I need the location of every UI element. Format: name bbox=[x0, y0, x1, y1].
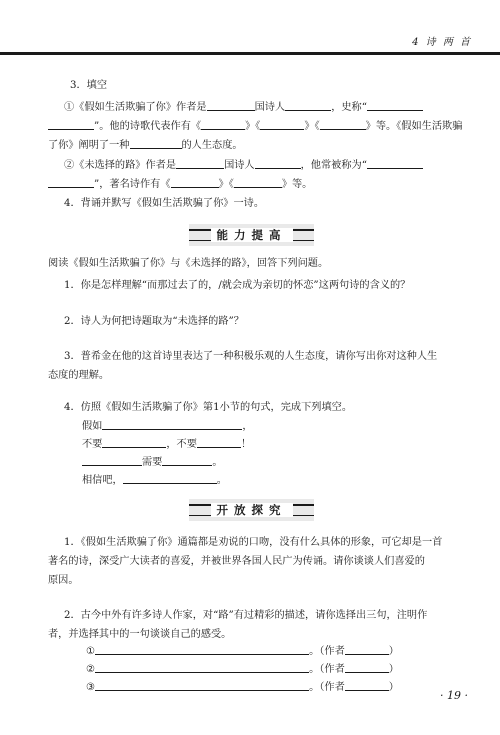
imitation-line-2: 不要 ，不要 ！ bbox=[82, 439, 252, 450]
q4-recite: 4．背诵并默写《假如生活欺骗了你》一诗。 bbox=[64, 198, 265, 209]
question-3-1-line3: 原因。 bbox=[48, 575, 79, 586]
banner-ability-label: 能力提高 bbox=[211, 228, 293, 242]
question-3-2-line2: 者，并选择其中的一句谈谈自己的感受。 bbox=[48, 629, 232, 640]
imitation-line-3: 需要 。 bbox=[82, 455, 223, 470]
fill-line-1-1: ①《假如生活欺骗了你》作者是 国诗人 ，史称“ bbox=[64, 100, 423, 115]
section-banner-open bbox=[189, 499, 314, 521]
q3-label: 3．填空 bbox=[70, 80, 108, 91]
question-3-2-line1: 2．古今中外有许多诗人作家，对“路”有过精彩的描述，请你选择出三句，注明作 bbox=[64, 610, 428, 621]
banner-open-label: 开放探究 bbox=[211, 503, 293, 517]
question-2-3-line2: 态度的理解。 bbox=[48, 370, 110, 381]
reading-intro: 阅读《假如生活欺骗了你》与《未选择的路》，回答下列问题。 bbox=[48, 258, 329, 269]
section-banner-ability bbox=[189, 224, 314, 246]
chapter-title: 4 诗 两 首 bbox=[412, 37, 472, 48]
imitation-line-4: 相信吧， 。 bbox=[82, 475, 227, 486]
header-rule bbox=[0, 52, 500, 55]
question-2-4: 4．仿照《假如生活欺骗了你》第1小节的句式，完成下列填空。 bbox=[64, 402, 353, 413]
page-number: · 19 · bbox=[440, 689, 468, 702]
answer-line-3: ③ 。（作者 ） bbox=[86, 682, 399, 693]
fill-line-2-2: ”，著名诗作有《 》《 》等。 bbox=[48, 177, 312, 192]
question-3-1-line2: 著名的诗，深受广大读者的喜爱，并被世界各国人民广为传诵。请你谈谈人们喜爱的 bbox=[48, 556, 425, 567]
answer-line-1: ① 。（作者 ） bbox=[86, 646, 399, 657]
fill-line-1-3: 了你》阐明了一种 的人生态度。 bbox=[48, 140, 243, 151]
imitation-line-1: 假如 ， bbox=[82, 421, 253, 432]
fill-line-1-2: ”。他的诗歌代表作有《 》《 》《 》等。《假如生活欺骗 bbox=[48, 119, 462, 134]
running-header bbox=[0, 19, 500, 61]
question-2-3-line1: 3．普希金在他的这首诗里表达了一种积极乐观的人生态度，请你写出你对这种人生 bbox=[64, 351, 438, 362]
fill-line-2-1: ②《未选择的路》作者是 国诗人 ，他常被称为“ bbox=[64, 158, 423, 173]
answer-line-2: ② 。（作者 ） bbox=[86, 664, 399, 675]
question-3-1-line1: 1．《假如生活欺骗了你》通篇都是劝说的口吻，没有什么具体的形象，可它却是一首 bbox=[64, 537, 443, 548]
question-2-2: 2．诗人为何把诗题取为“未选择的路”？ bbox=[64, 316, 244, 327]
question-2-1: 1．你是怎样理解“而那过去了的，/就会成为亲切的怀恋”这两句诗的含义的？ bbox=[64, 280, 411, 291]
